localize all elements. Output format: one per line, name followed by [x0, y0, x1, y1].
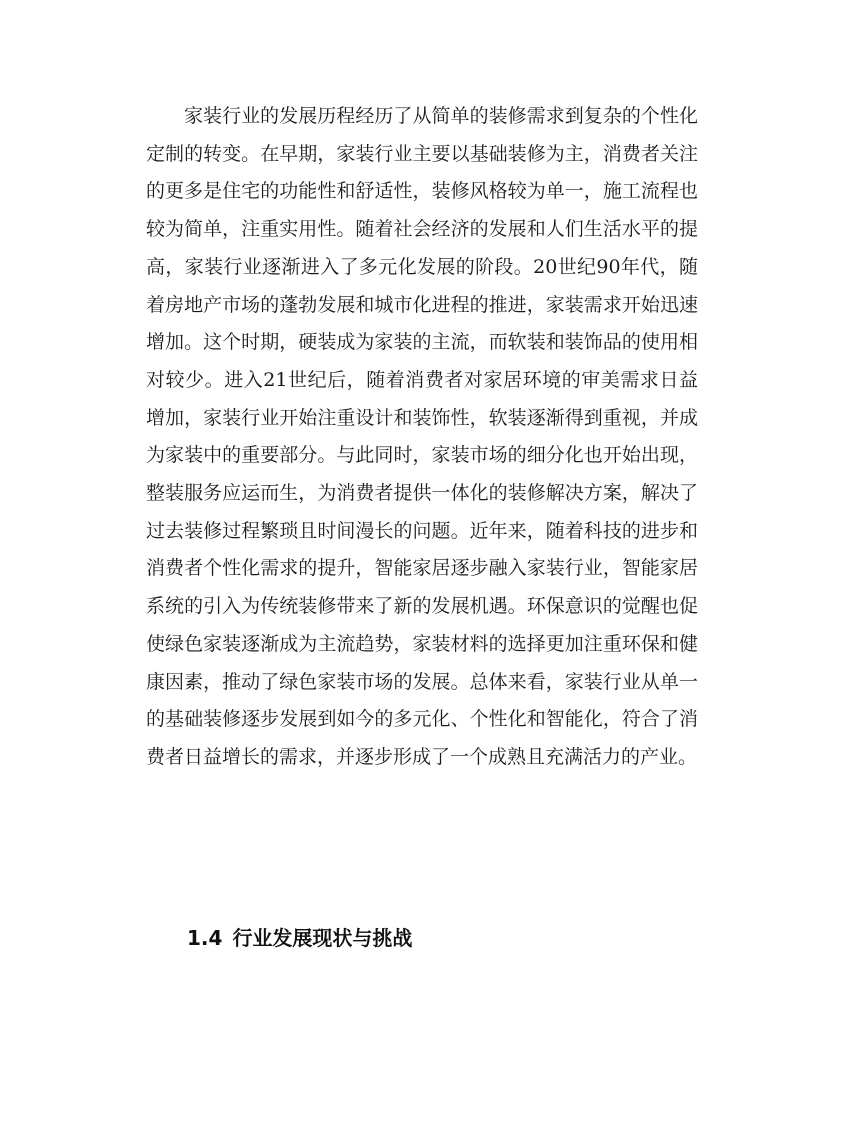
body-paragraph: 家装行业的发展历程经历了从简单的装修需求到复杂的个性化定制的转变。在早期，家装行业主要以基础装修为主，消费者关注的更多是住宅的功能性和舒适性，装修风格较为单一，施工流程也较为简单，注重实用性。随着社会经济的发展和人们生活水平的提高，家装行业逐渐进入了多元化发展的阶段。20世纪90年代，随着房地产市场的蓬勃发展和城市化进程的推进，家装需求开始迅速增加。这个时期，硬装成为家装的主流，而软装和装饰品的使用相对较少。进入21世纪后，随着消费者对家居环境的审美需求日益增加，家装行业开始注重设计和装饰性，软装逐渐得到重视，并成为家装中的重要部分。与此同时，家装市场的细分化也开始出现，整装服务应运而生，为消费者提供一体化的装修解决方案，解决了过去装修过程繁琐且时间漫长的问题。近年来，随着科技的进步和消费者个性化需求的提升，智能家居逐步融入家装行业，智能家居系统的引入为传统装修带来了新的发展机遇。环保意识的觉醒也促使绿色家装逐渐成为主流趋势，家装材料的选择更加注重环保和健康因素，推动了绿色家装市场的发展。总体来看，家装行业从单一的基础装修逐步发展到如今的多元化、个性化和智能化，符合了消费者日益增长的需求，并逐步形成了一个成熟且充满活力的产业。: [146, 105, 698, 768]
section-title: 行业发展现状与挑战: [232, 926, 413, 950]
section-number: 1.4: [187, 926, 223, 950]
section-heading: [187, 920, 412, 956]
